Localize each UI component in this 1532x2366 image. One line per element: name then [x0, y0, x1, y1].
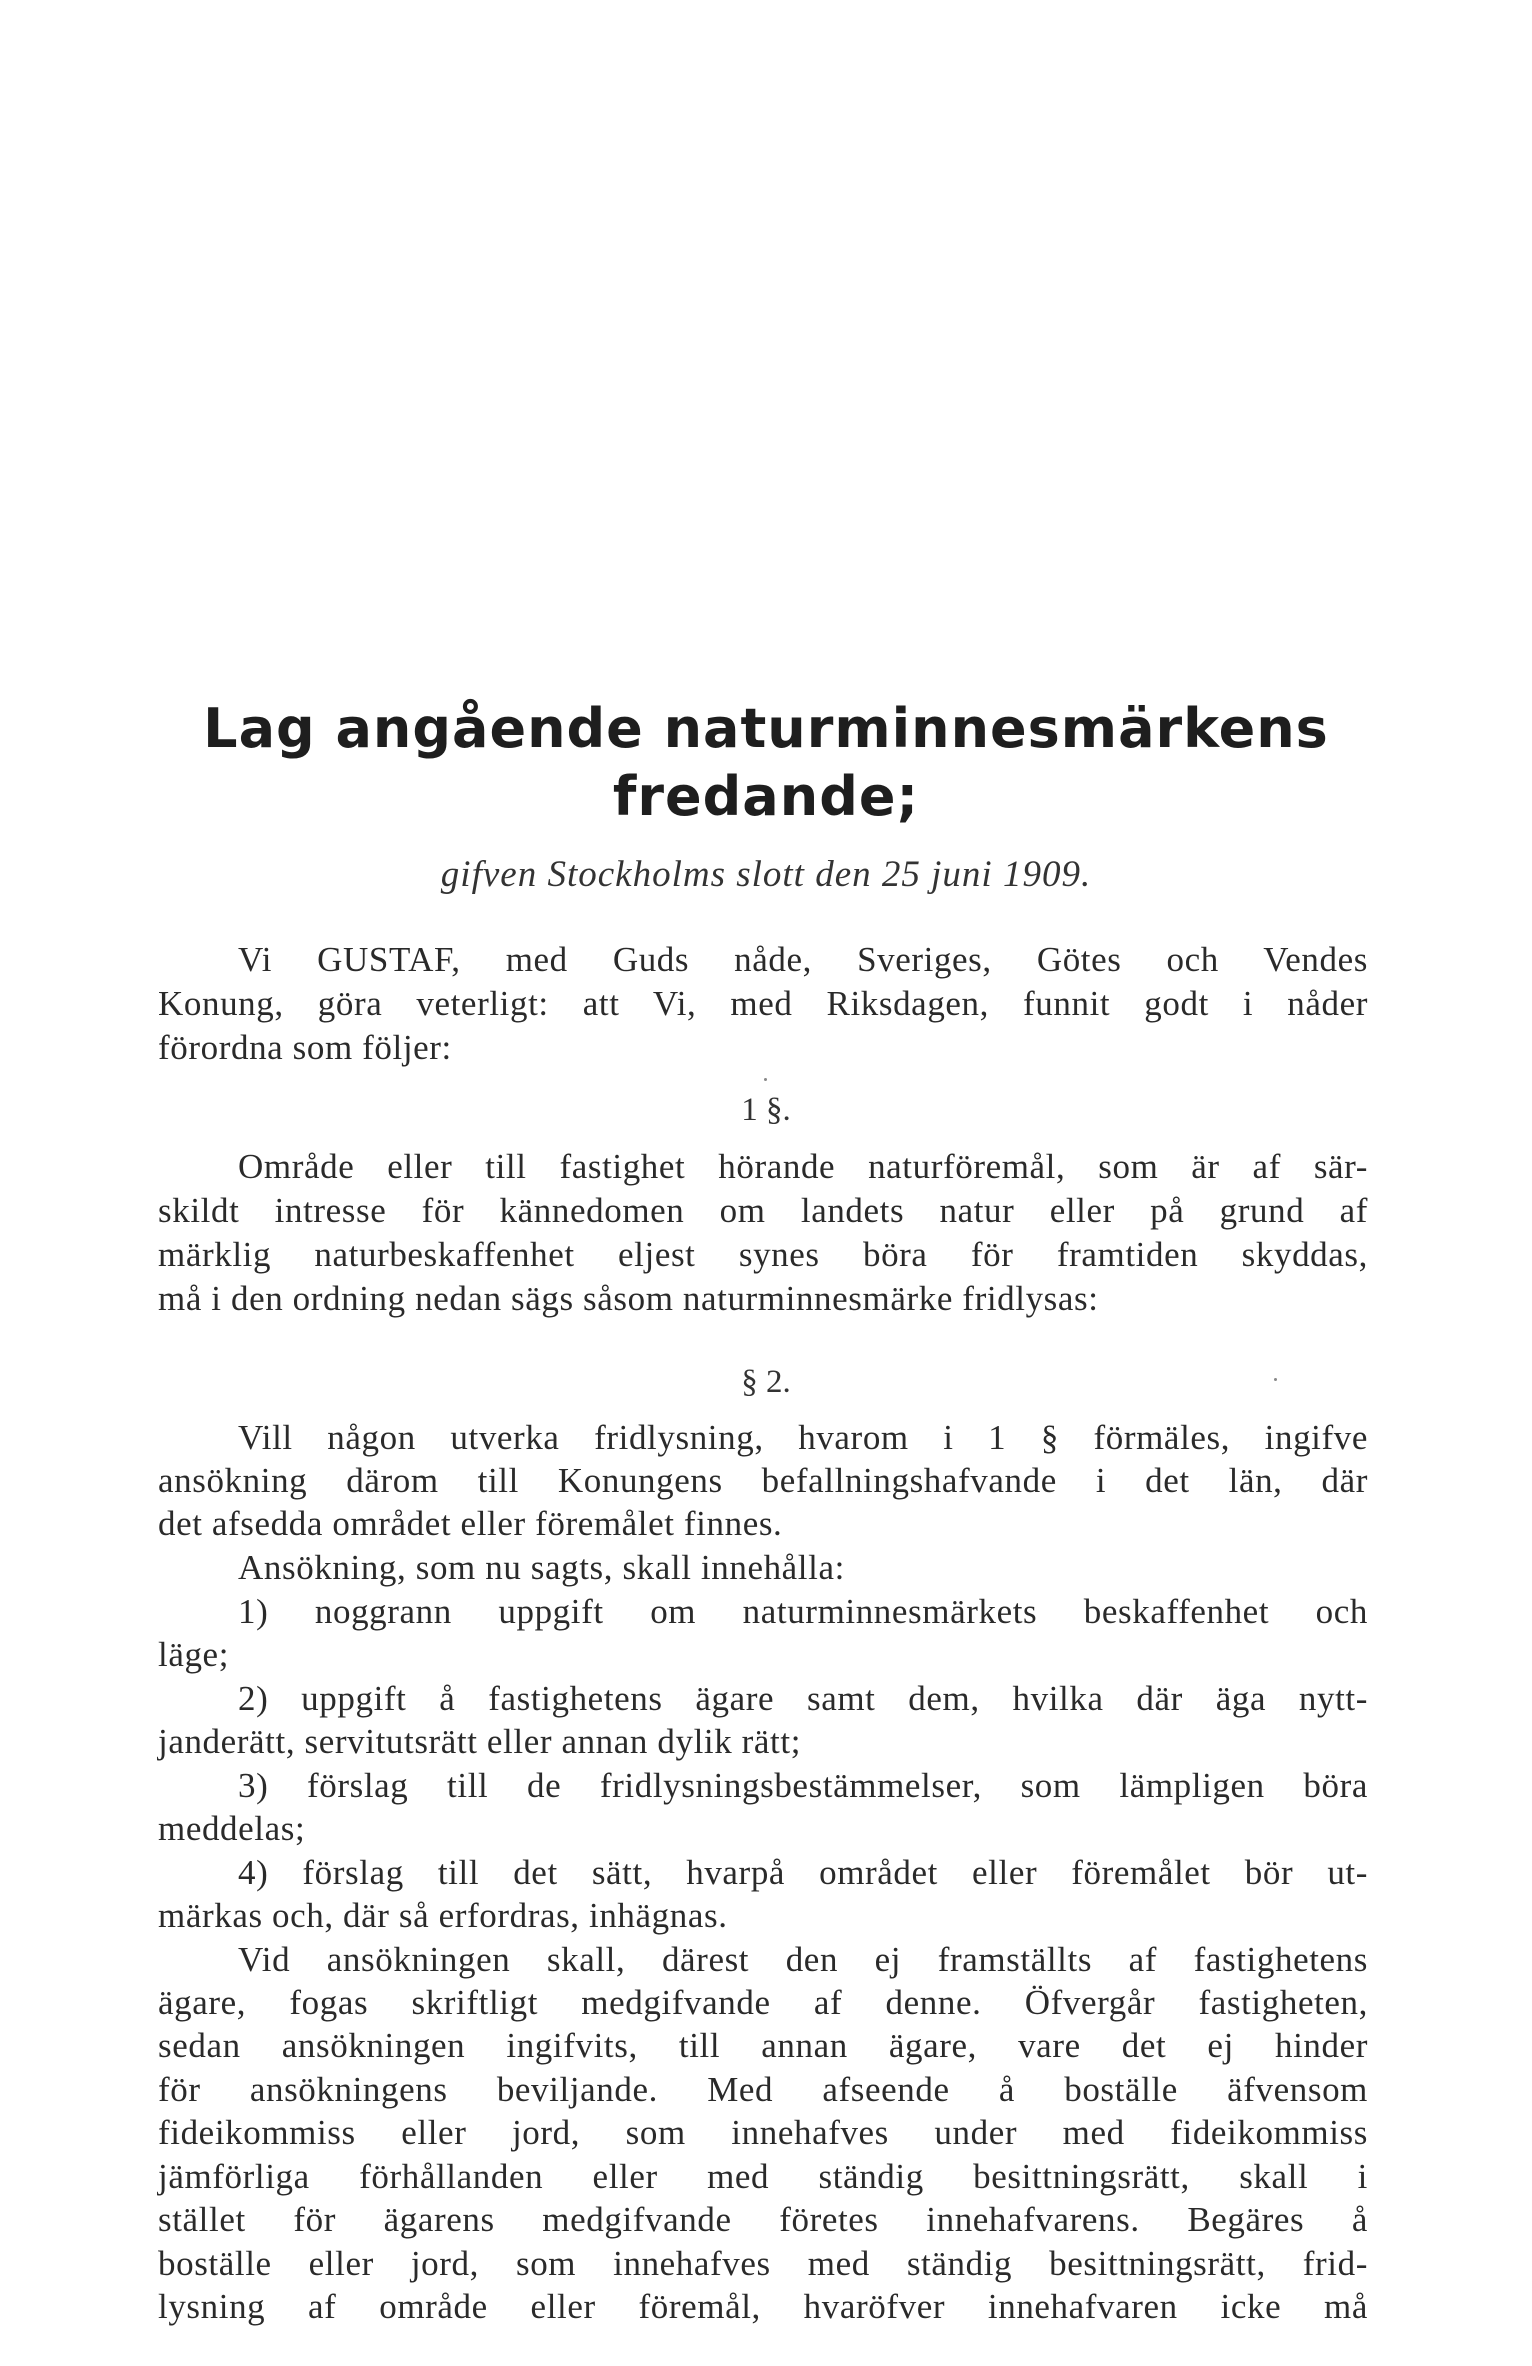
section-2-line: ägare, fogas skriftligt medgifvande af denne. Öfvergår fastigheten,: [158, 1983, 1368, 2022]
section-1-line: skildt intresse för kännedomen om landets natur eller på grund af: [158, 1191, 1368, 1230]
speck-mark: [1274, 1378, 1277, 1381]
section-2-line: läge;: [158, 1635, 230, 1674]
section-2-line: sedan ansökningen ingifvits, till annan ägare, vare det ej hinder: [158, 2026, 1368, 2065]
section-2-line: 3) förslag till de fridlysningsbestämmelser, som lämpligen böra: [238, 1766, 1368, 1805]
section-1-line: Område eller till fastighet hörande naturföremål, som är af sär-: [238, 1147, 1368, 1186]
preamble-line: förordna som följer:: [158, 1028, 452, 1067]
section-2-line: jämförliga förhållanden eller med ständig besittningsrätt, skall i: [158, 2157, 1368, 2196]
section-2-line: janderätt, servitutsrätt eller annan dylik rätt;: [158, 1722, 802, 1761]
section-2-line: meddelas;: [158, 1809, 306, 1848]
section-1-line: märklig naturbeskaffenhet eljest synes böra för framtiden skyddas,: [158, 1235, 1368, 1274]
section-2-line: fideikommiss eller jord, som innehafves under med fideikommiss: [158, 2113, 1368, 2152]
section-1-heading: 1 §.: [741, 1092, 791, 1128]
section-2-line: 1) noggrann uppgift om naturminnesmärkets beskaffenhet och: [238, 1592, 1368, 1631]
section-2-line: stället för ägarens medgifvande företes innehafvarens. Begäres å: [158, 2200, 1368, 2239]
section-2-line: för ansökningens beviljande. Med afseende å boställe äfvensom: [158, 2070, 1368, 2109]
section-2-line: lysning af område eller föremål, hvaröfver innehafvaren icke må: [158, 2287, 1368, 2326]
title-line-2: fredande;: [612, 765, 920, 828]
preamble-line: Konung, göra veterligt: att Vi, med Riksdagen, funnit godt i nåder: [158, 984, 1368, 1023]
speck-mark: [764, 1078, 767, 1081]
section-2-line: ansökning därom till Konungens befallningshafvande i det län, där: [158, 1461, 1368, 1500]
section-2-line: 4) förslag till det sätt, hvarpå området eller föremålet bör ut-: [238, 1853, 1368, 1892]
subtitle: gifven Stockholms slott den 25 juni 1909.: [440, 854, 1092, 895]
section-2-line: Vill någon utverka fridlysning, hvarom i 1 § förmäles, ingifve: [238, 1418, 1368, 1457]
section-2-line: boställe eller jord, som innehafves med ständig besittningsrätt, frid-: [158, 2244, 1368, 2283]
section-2-line: Vid ansökningen skall, därest den ej framställts af fastighetens: [238, 1940, 1368, 1979]
preamble-line: Vi GUSTAF, med Guds nåde, Sveriges, Götes och Vendes: [238, 940, 1368, 979]
title-line-1: Lag angående naturminnesmärkens: [203, 697, 1329, 760]
section-2-heading: § 2.: [741, 1364, 791, 1400]
section-1-line: må i den ordning nedan sägs såsom naturminnesmärke fridlysas:: [158, 1279, 1099, 1318]
section-2-line: 2) uppgift å fastighetens ägare samt dem, hvilka där äga nytt-: [238, 1679, 1368, 1718]
section-2-line: märkas och, där så erfordras, inhägnas.: [158, 1896, 728, 1935]
section-2-line: Ansökning, som nu sagts, skall innehålla:: [238, 1548, 845, 1587]
section-2-line: det afsedda området eller föremålet finnes.: [158, 1504, 783, 1543]
